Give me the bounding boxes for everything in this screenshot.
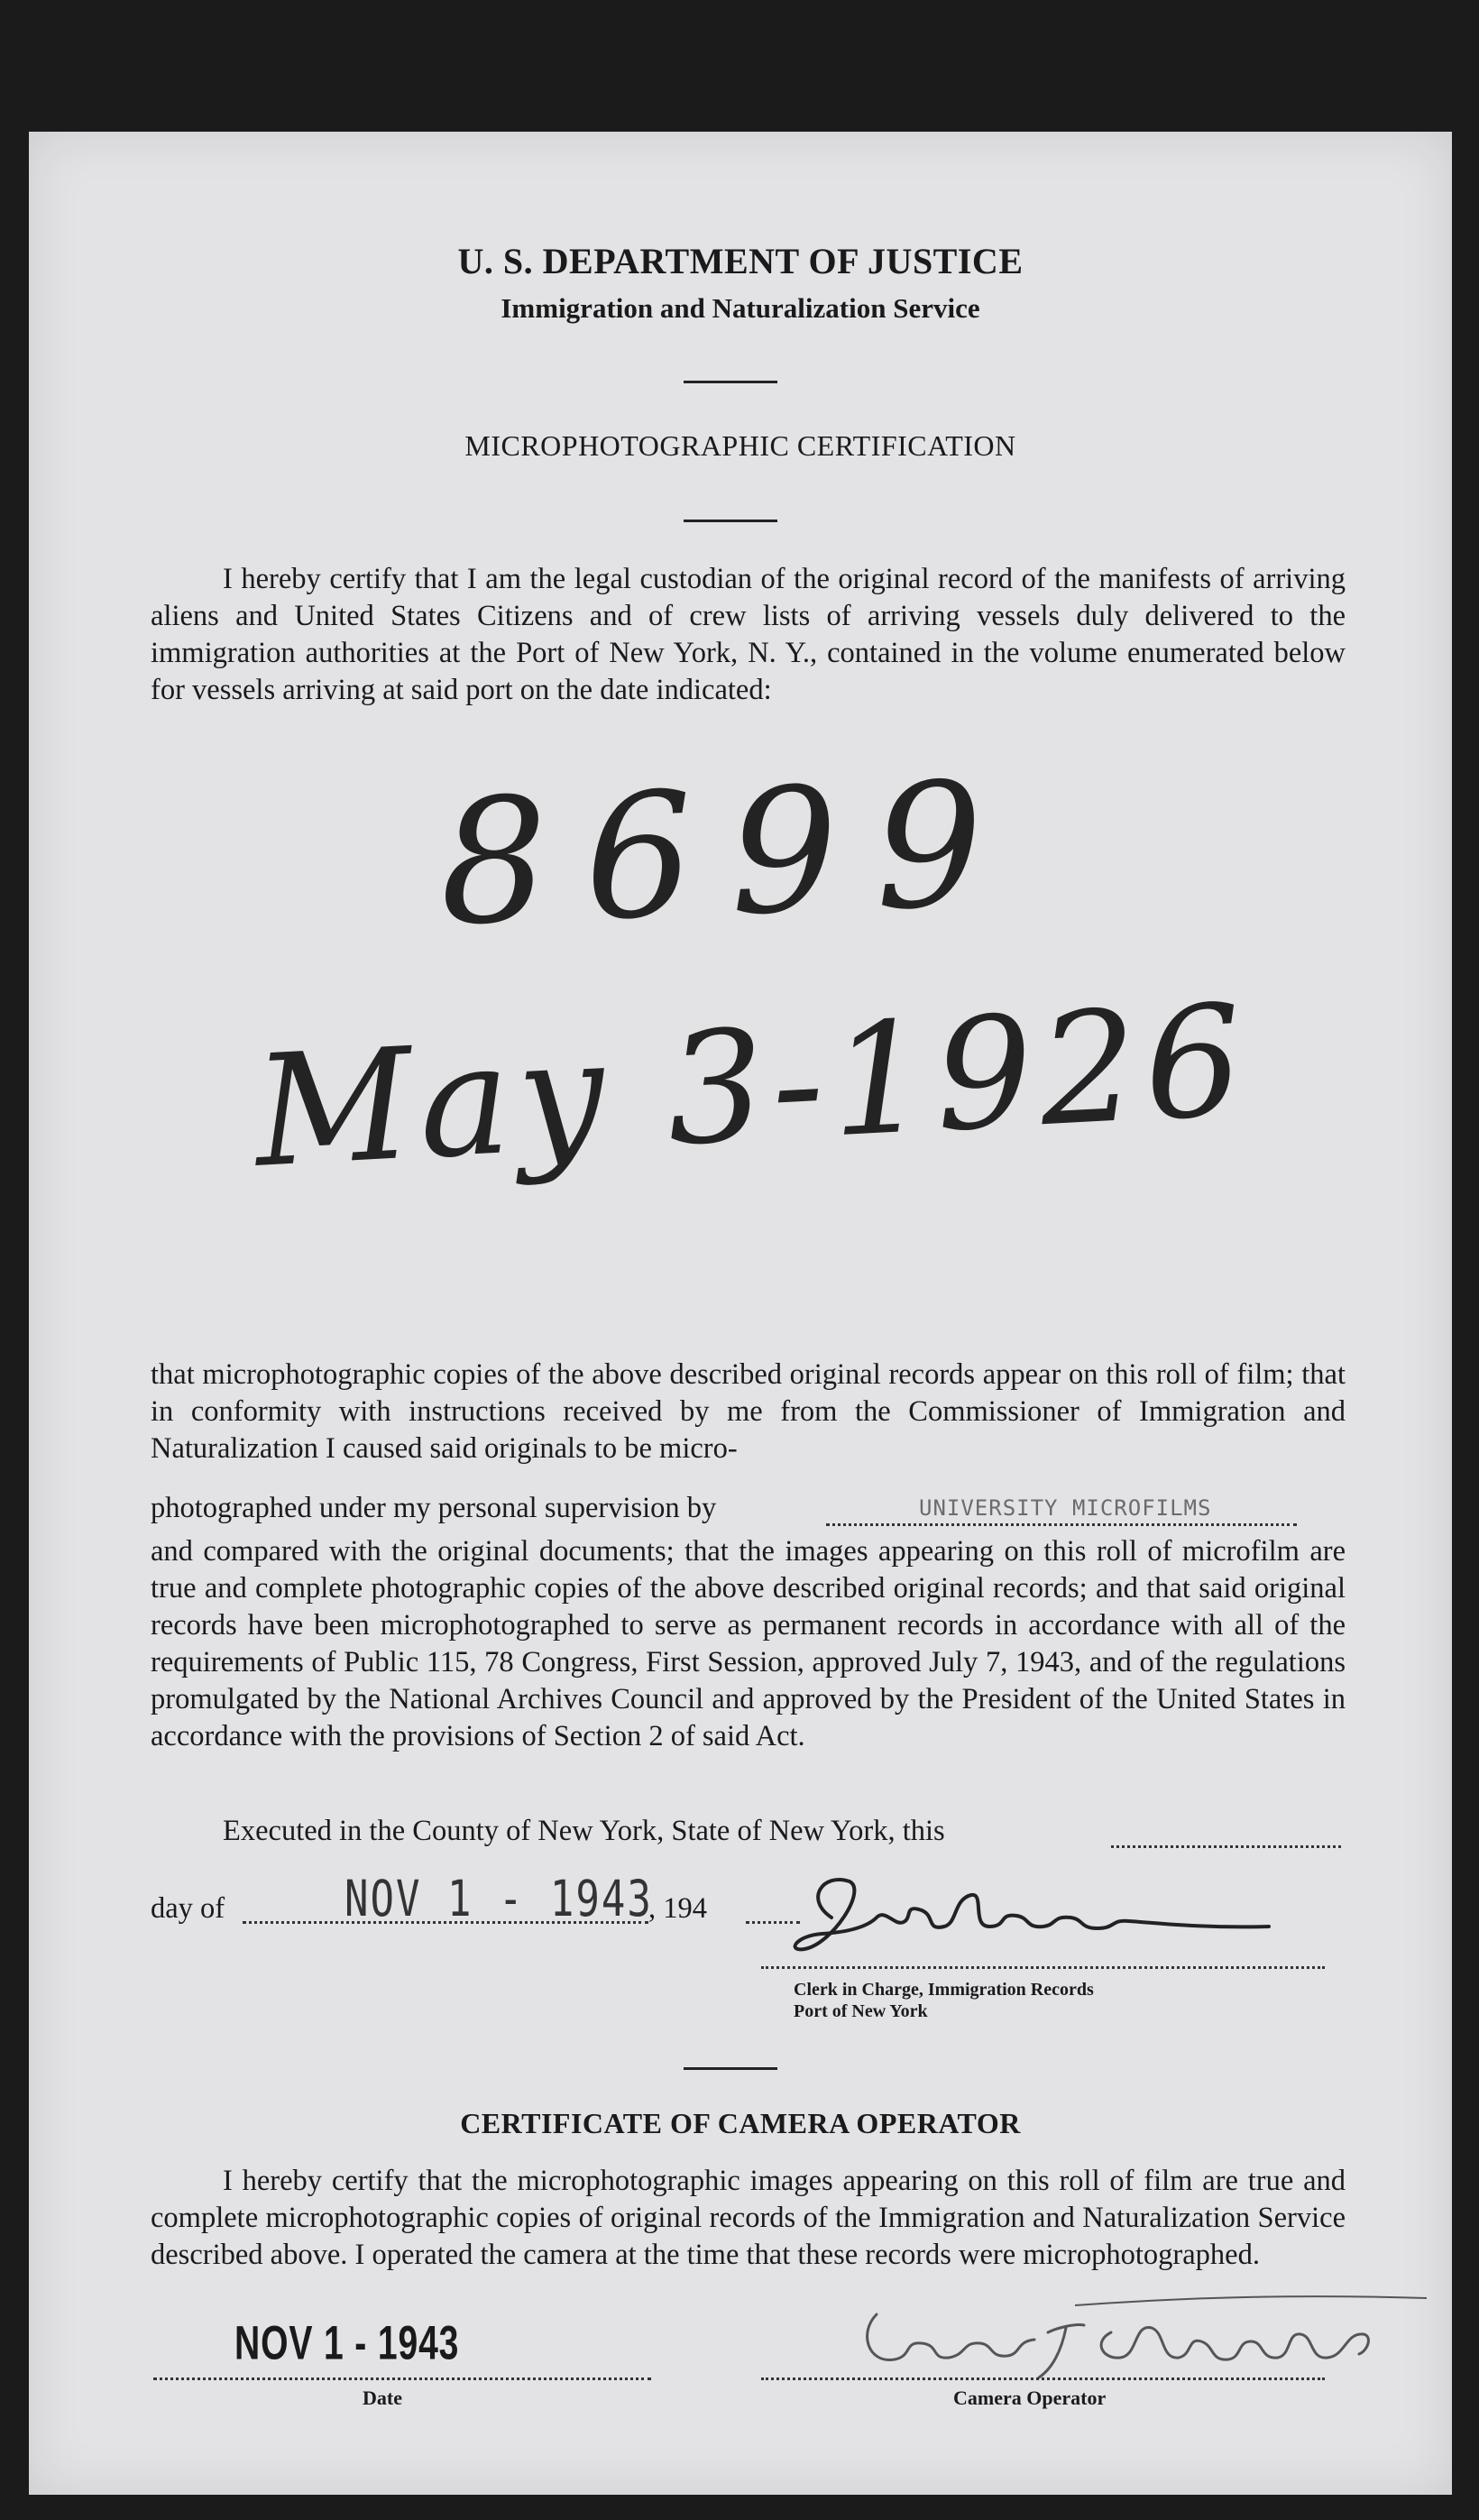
page-subtitle: Immigration and Naturalization Service bbox=[501, 292, 980, 324]
clerk-caption-title: Clerk in Charge, Immigration Records bbox=[794, 1980, 1094, 2000]
camera-operator-caption: Camera Operator bbox=[953, 2387, 1107, 2409]
camera-operator-dotted-line bbox=[761, 2377, 1325, 2380]
certification-heading: MICROPHOTOGRAPHIC CERTIFICATION bbox=[464, 429, 1016, 462]
clerk-signature bbox=[768, 1863, 1291, 1972]
divider bbox=[684, 381, 777, 383]
microfilmer-stamp: UNIVERSITY MICROFILMS bbox=[919, 1495, 1212, 1521]
supervision-prefix: photographed under my personal supervision by bbox=[151, 1492, 717, 1524]
microfilmer-dotted-line bbox=[826, 1523, 1297, 1526]
divider bbox=[684, 520, 777, 522]
camera-paragraph bbox=[151, 2163, 1346, 2274]
camera-date-dotted-line bbox=[153, 2377, 651, 2380]
divider bbox=[684, 2067, 777, 2070]
year-label: , 194 bbox=[648, 1892, 707, 1925]
page-title: U. S. DEPARTMENT OF JUSTICE bbox=[457, 241, 1024, 281]
intro-paragraph bbox=[151, 561, 1346, 709]
executed-line bbox=[151, 1815, 1346, 1854]
day-of-label: day of bbox=[151, 1892, 225, 1925]
handwritten-arrival-date: May 3-1926 bbox=[250, 971, 1254, 1202]
intro-text: I hereby certify that I am the legal custodian of the original record of the manifests of arriving aliens and United States Citizens and of crew lists of arriving vessels duly delivered to the immigration authorities at the Port of New York, N. Y., contained in the volume enumerated below for vessels arriving at said port on the date indicated: bbox=[151, 563, 1346, 706]
day-of-line bbox=[151, 1871, 854, 1934]
clerk-signature-dotted-line bbox=[761, 1966, 1325, 1969]
camera-certificate-heading: CERTIFICATE OF CAMERA OPERATOR bbox=[460, 2107, 1021, 2139]
camera-text: I hereby certify that the microphotographic images appearing on this roll of film are true and complete microphotographic copies of original records of the Immigration and Naturalization Service described above. I operated the camera at the time that these records were microphotographed. bbox=[151, 2165, 1346, 2271]
camera-operator-signature bbox=[841, 2278, 1436, 2414]
body-paragraph-part1 bbox=[151, 1357, 1346, 1467]
executed-day-dotted-line bbox=[1111, 1845, 1341, 1848]
handwritten-volume-number: 8699 bbox=[436, 743, 1024, 964]
camera-date-caption: Date bbox=[363, 2387, 402, 2409]
supervision-line bbox=[151, 1492, 1346, 1531]
clerk-caption-port: Port of New York bbox=[794, 2001, 928, 2021]
executed-text: Executed in the County of New York, State of New York, this bbox=[223, 1815, 945, 1847]
body-text-part1: that microphotographic copies of the above described original records appear on this roll of film; that in conformity with instructions received by me from the Commissioner of Immigration and Naturalization I caused said originals to be micro- bbox=[151, 1358, 1346, 1465]
certificate-page bbox=[29, 132, 1452, 2495]
executed-date-stamp: NOV 1 - 1943 bbox=[344, 1871, 653, 1928]
body-paragraph-part2 bbox=[151, 1533, 1346, 1755]
body-text-part2: and compared with the original documents; that the images appearing on this roll of microfilm are true and complete photographic copies of the above described original records; and that said original records have been microphotographed to serve as permanent records in accordance with all of the requirements of Public 115, 78 Congress, First Session, approved July 7, 1943, and of the regulations promulgated by the National Archives Council and approved by the President of the United States in accordance with the provisions of Section 2 of said Act. bbox=[151, 1535, 1346, 1752]
camera-date-stamp: NOV 1 - 1943 bbox=[234, 2315, 460, 2369]
